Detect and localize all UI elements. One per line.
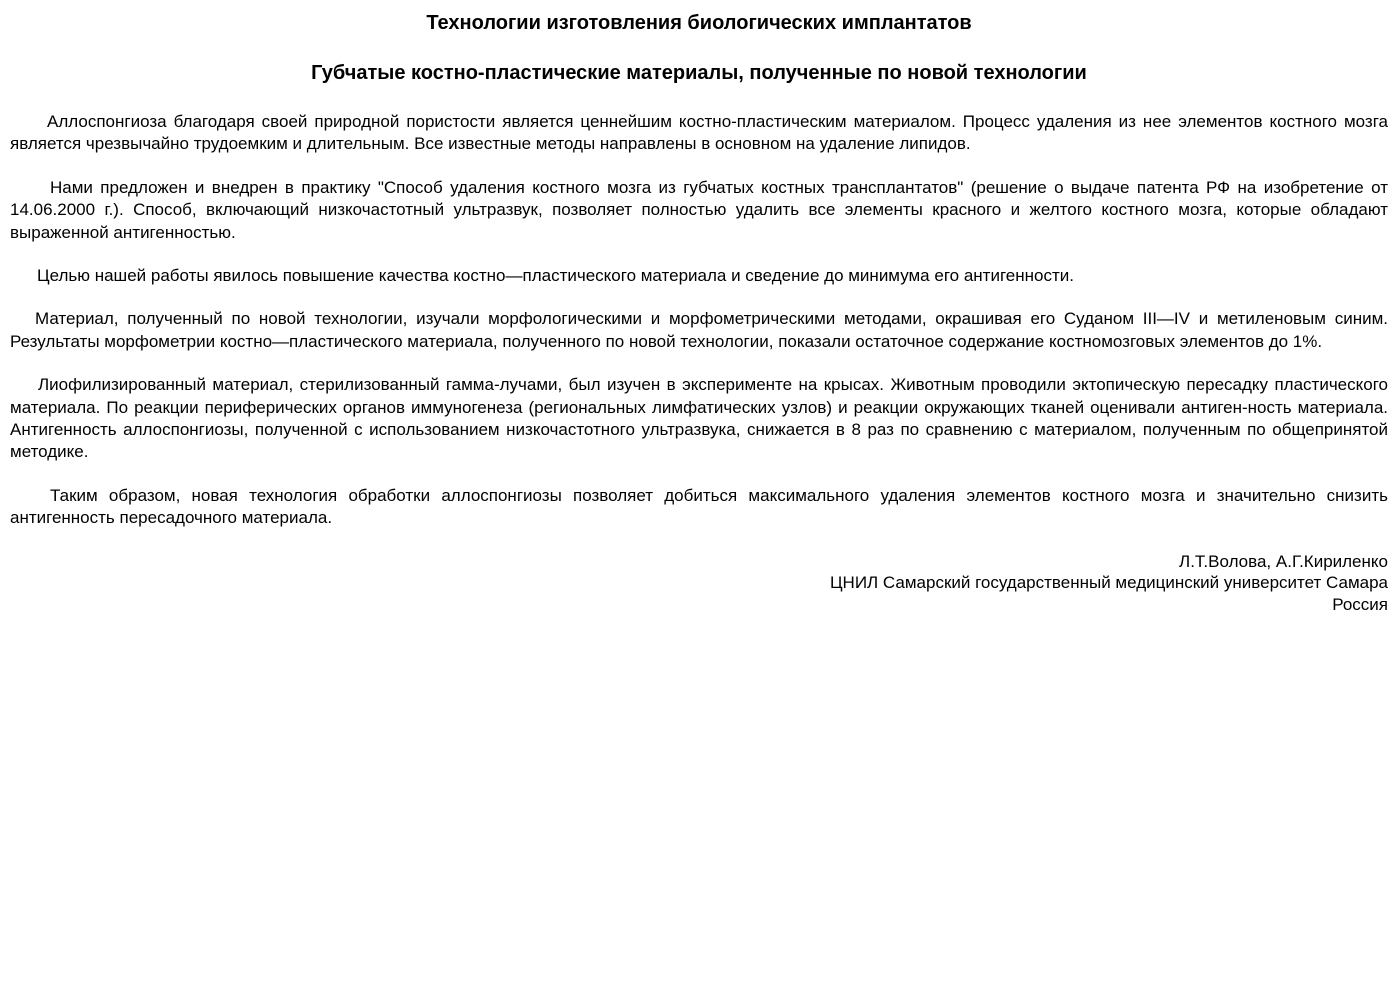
document-title: Технологии изготовления биологических имплантатов <box>426 12 972 34</box>
signature-block <box>10 551 1388 616</box>
paragraph-goal: Целью нашей работы явилось повышение качества костно—пластического материала и сведение до минимума его антигенности. <box>37 266 1074 286</box>
paragraph-morphometry-results: Материал, полученный по новой технологии, изучали морфологическими и морфометрическими методами, окрашивая его Суданом III—IV и метиленовым синим. Результаты морфометрии костно—пластического материала, полученного по новой технологии, показали остаточное содержание костномозговых элементов до 1%. <box>10 309 1388 351</box>
signature-authors: Л.Т.Волова, А.Г.Кириленко <box>1179 551 1388 571</box>
signature-affiliation: ЦНИЛ Самарский государственный медицинский университет Самара <box>829 573 1388 593</box>
paragraph-allospongioza-intro: Аллоспонгиоза благодаря своей природной пористости является ценнейшим костно-пластическим материалом. Процесс удаления из нее элементов костного мозга является чрезвычайно трудоемким и длительным. Все известные методы направлены в основном на удаление липидов. <box>10 112 1388 154</box>
paragraph-method-patent: Нами предложен и внедрен в практику "Способ удаления костного мозга из губчатых костных трансплантатов" (решение о выдаче патента РФ на изобретение от 14.06.2000 г.). Способ, включающий низкочастотный ультразвук, позволяет полностью удалить все элементы красного и желтого костного мозга, которые обладают выраженной антигенностью. <box>10 177 1388 242</box>
signature-country: Россия <box>1332 594 1388 614</box>
paragraph-experiment-rats: Лиофилизированный материал, стерилизованный гамма-лучами, был изучен в эксперименте на крысах. Животным проводили эктопическую пересадку пластического материала. По реакции периферических органов иммуногенеза (региональных лимфатических узлов) и реакции окружающих тканей оценивали антиген-ность материала. Антигенность аллоспонгиозы, полученной с использованием низкочастотного ультразвука, снижается в 8 раз по сравнению с материалом, полученным по общепринятой методике. <box>10 375 1388 462</box>
document-subtitle: Губчатые костно-пластические материалы, полученные по новой технологии <box>311 62 1087 84</box>
paragraph-conclusion: Таким образом, новая технология обработки аллоспонгиозы позволяет добиться максимального удаления элементов костного мозга и значительно снизить антигенность пересадочного материала. <box>10 485 1388 528</box>
